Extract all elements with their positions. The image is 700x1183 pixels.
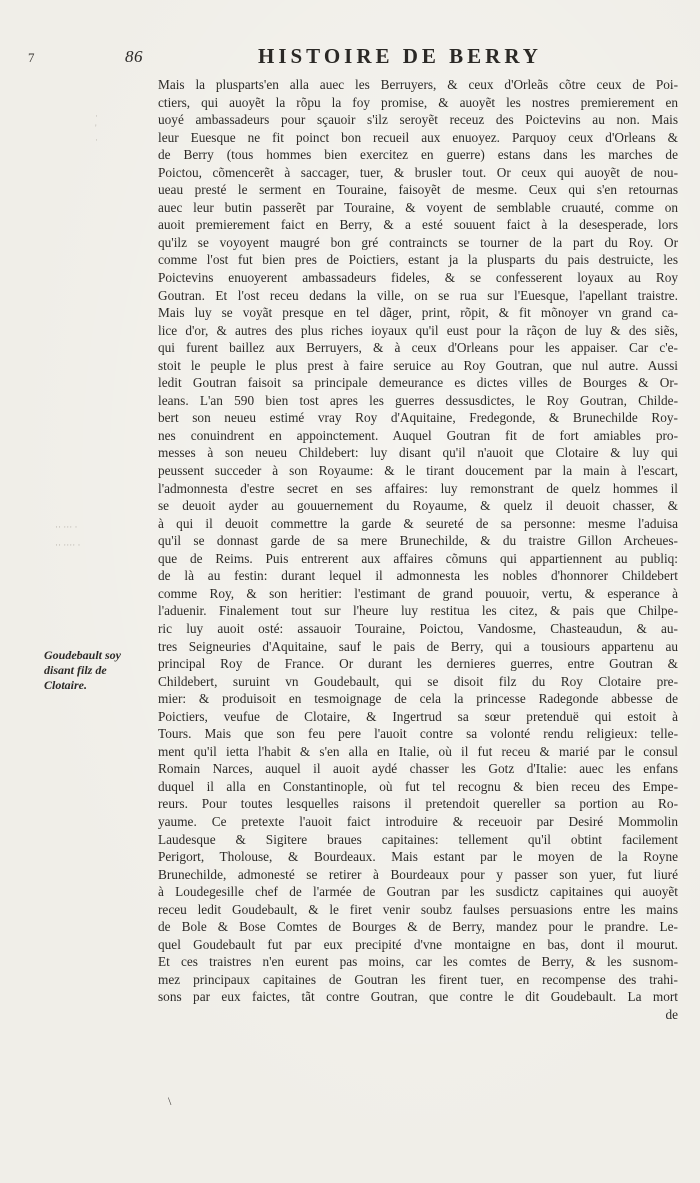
text-line: à Loudegesille chef de l'armée de Goutran par les susdictz capitaines qui auoyẽt <box>158 884 678 900</box>
text-line: de là au festin: durant lequel il admonnesta les nobles d'honnorer Childebert <box>158 568 678 584</box>
text-line: Poictevins enuoyerent ambassadeurs fideles, & se confesserent loyaux au Roy <box>158 270 678 286</box>
text-line: ctiers, qui auoyẽt la rõpu la foy promise, & auoyẽt les nostres premierement en <box>158 94 678 110</box>
text-line: lice d'or, & autres des plus riches ioyaux qu'il eust pour la rãçon de luy & des siẽs, <box>158 322 678 338</box>
text-line: comme l'ost fut bien pres de Poictiers, estant ja la plusparts du pais destruicte, les <box>158 252 678 268</box>
margin-bleed-marks <box>55 518 155 554</box>
text-line: messes à son neueu Childebert: luy disant qu'il n'auoit que Clotaire & luy qui <box>158 445 678 461</box>
text-line: Childebert, suruint vn Goudebault, qui se disoit filz du Roy Clotaire pre- <box>158 673 678 689</box>
text-line: ueau presté le serment en Touraine, faisoyẽt de mesme. Ceux qui s'en retournas <box>158 182 678 198</box>
text-line: qu'il se donnast garde de sa mere Brunechilde, & du traistre Gillon Archeues- <box>158 533 678 549</box>
text-line: Mais la plusparts'en alla auec les Berruyers, & ceux d'Orleãs cõtre ceux de Poi- <box>158 77 678 92</box>
text-line: à qui il deuoit commettre la garde & seureté de sa personne: mesme l'aduisa <box>158 515 678 531</box>
text-line: yaume. Ce pretexte l'auoit faict introduire & receuoir par Desiré Mommolin <box>158 813 678 829</box>
body-text <box>158 76 678 1024</box>
text-line: Poictou, cõmencerẽt à saccager, tuer, & brusler tout. Or ceux qui auoyẽt de nou- <box>158 164 678 180</box>
text-line: comme Roy, & son heritier: l'estimant de grand pouuoir, vertu, & esperance à <box>158 585 678 601</box>
bleed-mark: · <box>95 111 98 121</box>
text-line: Brunechilde, admonesté se retirer à Bourdeaux pour y passer son yuer, fut liuré <box>158 866 678 882</box>
text-line: l'aduenir. Finalement tout sur l'heure luy restitua les citez, & pais que Chilpe- <box>158 603 678 619</box>
text-line: ledit Goutran faisoit sa principale demeurance es dictes villes de Bourges & Or- <box>158 375 678 391</box>
margin-note-line: disant filz de <box>44 663 107 677</box>
text-line: duquel il alla en Constantinople, où fut tel recognu & bien receu des Empe- <box>158 778 678 794</box>
margin-note-line: Clotaire. <box>44 678 88 692</box>
text-line: quel Goudebault fut par eux precipité d'vne montaigne en bas, dont il mourut. <box>158 936 678 952</box>
text-line: reurs. Pour toutes lesquelles raisons il pretendoit quereller sa portion au Ro- <box>158 796 678 812</box>
text-line: l'admonnesta d'estre secret en ses affaires: luy remonstrant de quelz hommes il <box>158 480 678 496</box>
text-line: Romain Narces, auquel il auoit aydé chasser les Gotz d'Italie: auec les enfans <box>158 761 678 777</box>
running-title: HISTOIRE DE BERRY <box>258 44 542 68</box>
text-line: auec leur butin passerẽt par Touraine, & voyent de semblable cruauté, comme on <box>158 199 678 215</box>
text-line: leur Euesque ne fit poinct bon recueil aux enuoyez. Parquoy ceux d'Orleans & <box>158 129 678 145</box>
text-line: nes conuindrent en appoinctement. Auquel Goutran fit de fort amiables pro- <box>158 427 678 443</box>
text-line: stoit le peuple le plus prest à faire seruice au Roy Goutran, que nul autre. Aussi <box>158 357 678 373</box>
text-line: bert son neueu estimé vray Roy d'Aquitaine, Fredegonde, & Brunechilde Roy- <box>158 410 678 426</box>
text-line: peussent succeder à son Royaume: & le tirant doucement par la main à l'escart, <box>158 463 678 479</box>
text-line: que de Reims. Puis entrerent aux affaires cõmuns qui appartiennent au publiq: <box>158 550 678 566</box>
text-line: principal Roy de France. Or durant les dernieres guerres, entre Goutran & <box>158 656 678 672</box>
text-line: de <box>665 1006 678 1022</box>
text-line: Goutran. Et l'ost receu dedans la ville, on se rua sur l'Euesque, l'apellant traistre. <box>158 287 678 303</box>
text-line: sons par eux faictes, tãt contre Goutran, que contre le dit Goudebault. La mort <box>158 989 678 1005</box>
text-line: leans. L'an 590 bien tost apres les guerres dessusdictes, le Roy Goutran, Childe- <box>158 392 678 408</box>
corner-mark: 7 <box>28 50 35 65</box>
text-line: Et ces traistres n'en eurent pas moins, car les comtes de Berry, & les susnom- <box>158 954 678 970</box>
text-line: Tours. Mais que son feu pere l'auoit contre sa volonté rendu religieux: telle- <box>158 726 678 742</box>
text-line: qui furent baillez aux Berruyers, & à ceux d'Orleans pour les appaiser. Car c'e- <box>158 340 678 356</box>
text-line: Mais luy se voyãt presque en tel dãger, print, rõpit, & fit mõnoyer vn grand ca- <box>158 305 678 321</box>
text-line: de Berry (tous hommes bien exercitez en guerre) estans dans les marches de <box>158 147 678 163</box>
text-line: uoyé ambassadeurs pour sçauoir s'ilz seroyẽt receuz des Poictevins au non. Mais <box>158 112 678 128</box>
bleed-mark: ·· ··· · <box>55 522 78 532</box>
page-number: 86 <box>125 47 143 66</box>
text-line: qu'ilz se voyoyent maugré bon gré contraincts se tourner de la part du Roy. Or <box>158 234 678 250</box>
margin-bleed-marks-top <box>95 110 98 146</box>
text-line: se deuoit ayder au gouuernement du Royaume, & quelz il deuoit chasser, & <box>158 498 678 514</box>
text-line: mez principaux capitaines de Goutran les firent tuer, en recompense des trahi- <box>158 971 678 987</box>
bleed-mark: ' <box>95 123 97 133</box>
text-line: ric luy auoit osté: assauoir Touraine, Poictou, Vandosme, Chasteaudun, & au- <box>158 620 678 636</box>
margin-note <box>44 648 159 693</box>
text-line: Poictiers, veufue de Clotaire, & Ingertrud sa sœur pretenduë qui estoit à <box>158 708 678 724</box>
text-line: receu ledit Goudebault, & le firet venir soubz faulses persuasions entre les mains <box>158 901 678 917</box>
text-line: de Bole & Bose Comtes de Bourges & de Berry, mandez pour le prandre. Le- <box>158 919 678 935</box>
bleed-mark: ·· ···· · <box>55 540 81 550</box>
text-line: Laudesque & Sigitere braues capitaines: tellement qu'il obtint facilement <box>158 831 678 847</box>
footer-mark: \ <box>168 1094 172 1108</box>
text-line: ment qu'il ietta l'habit & s'en alla en Italie, où il fut receu & marié par le consul <box>158 743 678 759</box>
text-line: auoit premierement faict en Berry, & a esté souuent faict à la desesperade, lors <box>158 217 678 233</box>
text-line: tres Seigneuries d'Aquitaine, sauf le pais de Berry, qui a tousiours appartenu au <box>158 638 678 654</box>
bleed-mark: · <box>95 135 98 145</box>
margin-note-line: Goudebault soy <box>44 648 122 662</box>
text-line: mier: & produisoit en tesmoignage de cela la princesse Radegonde abbesse de <box>158 691 678 707</box>
text-line: Perigort, Tholouse, & Bourdeaux. Mais estant par le moyen de la Royne <box>158 849 678 865</box>
